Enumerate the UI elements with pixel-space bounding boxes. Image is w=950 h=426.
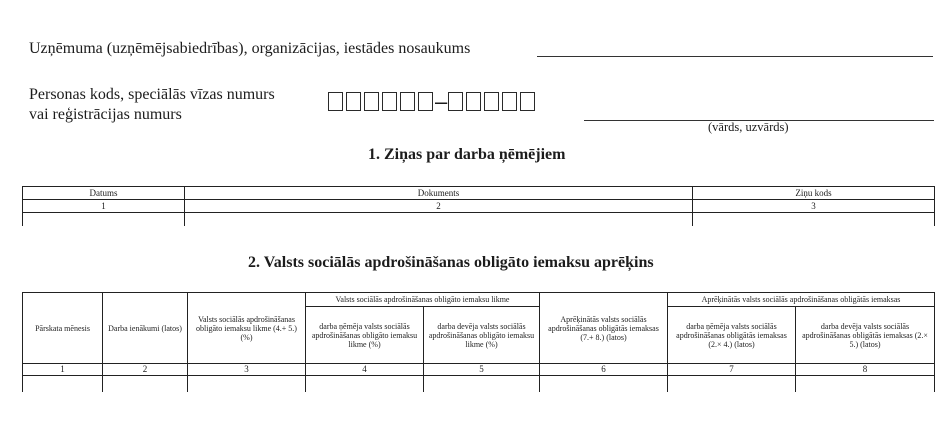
col-header-total-rate: Valsts sociālās apdrošināšanas obligāto iemaksu likme (4.+ 5.) (%) <box>188 293 306 364</box>
table-cell[interactable] <box>185 213 693 227</box>
col-header-document: Dokuments <box>185 187 693 200</box>
code-digit-box[interactable] <box>400 92 415 111</box>
code-digit-box[interactable] <box>448 92 463 111</box>
table-cell[interactable] <box>306 376 424 393</box>
col-number: 5 <box>424 364 540 376</box>
code-digit-box[interactable] <box>484 92 499 111</box>
col-number: 1 <box>23 200 185 213</box>
personal-code-label <box>29 85 275 125</box>
col-number: 3 <box>693 200 935 213</box>
contributions-table <box>22 292 935 392</box>
section1-title: 1. Ziņas par darba ņēmējiem <box>368 146 566 163</box>
section2-title: 2. Valsts sociālās apdrošināšanas obligāto iemaksu aprēķins <box>248 254 654 271</box>
code-separator: – <box>435 89 448 114</box>
table-cell[interactable] <box>693 213 935 227</box>
col-header-month: Pārskata mēnesis <box>23 293 103 364</box>
table-cell[interactable] <box>796 376 935 393</box>
col-header-employee-amount: darba ņēmēja valsts sociālās apdrošināšanas obligātās iemaksas (2.× 4.) (latos) <box>668 307 796 364</box>
col-number: 7 <box>668 364 796 376</box>
code-digit-box[interactable] <box>346 92 361 111</box>
full-name-caption: (vārds, uzvārds) <box>708 120 789 134</box>
group-header-amount: Aprēķinātās valsts sociālās apdrošināšanas obligātās iemaksas <box>668 293 935 307</box>
personal-code-label-line2: vai reģistrācijas numurs <box>29 106 182 123</box>
col-header-code: Ziņu kods <box>693 187 935 200</box>
table-cell[interactable] <box>23 213 185 227</box>
personal-code-boxes <box>328 89 538 114</box>
group-header-rate: Valsts sociālās apdrošināšanas obligāto iemaksu likme <box>306 293 540 307</box>
table-cell[interactable] <box>668 376 796 393</box>
table-cell[interactable] <box>424 376 540 393</box>
col-header-employer-rate: darba devēja valsts sociālās apdrošināšanas obligāto iemaksu likme (%) <box>424 307 540 364</box>
code-digit-box[interactable] <box>520 92 535 111</box>
org-name-field[interactable] <box>537 56 933 57</box>
col-number: 6 <box>540 364 668 376</box>
col-header-income: Darba ienākumi (latos) <box>103 293 188 364</box>
code-digit-box[interactable] <box>364 92 379 111</box>
org-name-label: Uzņēmuma (uzņēmējsabiedrības), organizācijas, iestādes nosaukums <box>29 40 471 57</box>
col-number: 3 <box>188 364 306 376</box>
col-header-employer-amount: darba devēja valsts sociālās apdrošināšanas obligātās iemaksas (2.× 5.) (latos) <box>796 307 935 364</box>
code-digit-box[interactable] <box>382 92 397 111</box>
table-cell[interactable] <box>23 376 103 393</box>
col-number: 4 <box>306 364 424 376</box>
table-cell[interactable] <box>103 376 188 393</box>
employees-table <box>22 186 935 226</box>
code-digit-box[interactable] <box>418 92 433 111</box>
code-digit-box[interactable] <box>466 92 481 111</box>
col-number: 2 <box>185 200 693 213</box>
table-cell[interactable] <box>540 376 668 393</box>
col-header-date: Datums <box>23 187 185 200</box>
col-header-employee-rate: darba ņēmēja valsts sociālās apdrošināšanas obligāto iemaksu likme (%) <box>306 307 424 364</box>
code-digit-box[interactable] <box>502 92 517 111</box>
col-number: 2 <box>103 364 188 376</box>
col-number: 8 <box>796 364 935 376</box>
personal-code-label-line1: Personas kods, speciālās vīzas numurs <box>29 86 275 103</box>
col-number: 1 <box>23 364 103 376</box>
table-cell[interactable] <box>188 376 306 393</box>
code-digit-box[interactable] <box>328 92 343 111</box>
col-header-total-amount: Aprēķinātās valsts sociālās apdrošināšanas obligātās iemaksas (7.+ 8.) (latos) <box>540 293 668 364</box>
